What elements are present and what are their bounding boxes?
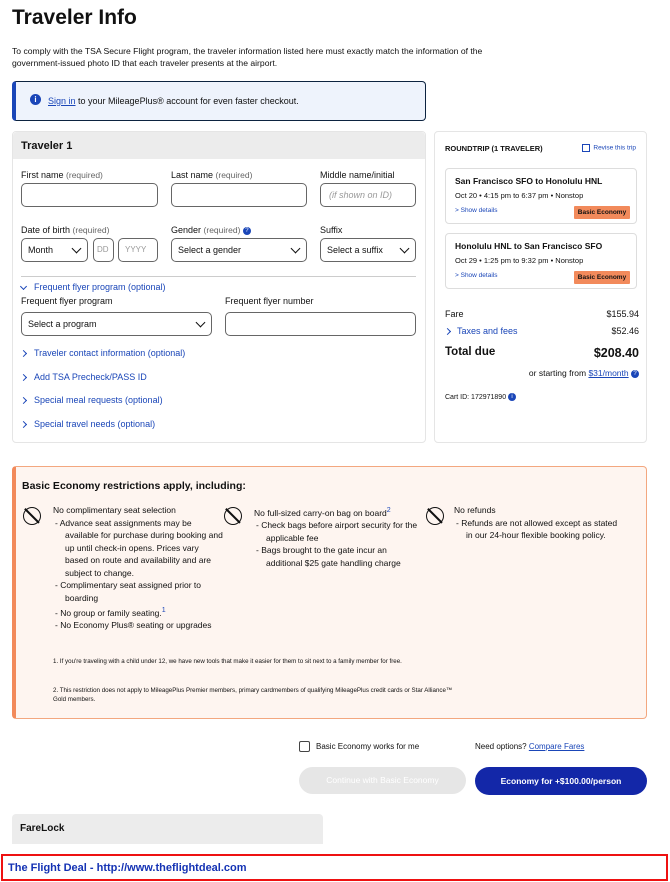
dob-year-input[interactable]: YYYY: [118, 238, 158, 262]
first-name-input[interactable]: [21, 183, 158, 207]
signin-banner: [12, 81, 426, 121]
last-name-input[interactable]: [171, 183, 307, 207]
total-row: Total due $208.40: [445, 346, 639, 360]
checkbox-label: Basic Economy works for me: [316, 742, 420, 751]
chevron-right-icon: [20, 421, 27, 428]
taxes-toggle[interactable]: Taxes and fees: [445, 326, 518, 336]
signin-text: Sign in to your MileagePlus® account for even faster checkout.: [48, 96, 299, 106]
chevron-right-icon: [20, 397, 27, 404]
ff-number-label: Frequent flyer number: [225, 296, 314, 306]
watermark-footer: The Flight Deal - http://www.theflightdeal.com: [1, 854, 668, 881]
revise-trip-link[interactable]: Revise this trip: [582, 144, 636, 152]
signin-link[interactable]: Sign in: [48, 96, 76, 106]
traveler-header: Traveler 1: [13, 132, 425, 159]
suffix-label: Suffix: [320, 225, 343, 235]
footnote-2: 2. This restriction does not apply to MileagePlus Premier members, primary cardmembers of qualifying MileagePlus credit cards or Star Alliance™ Gold members.: [53, 687, 453, 703]
basic-economy-checkbox[interactable]: [299, 741, 310, 752]
expander-tsa-precheck[interactable]: Add TSA Precheck/PASS ID: [21, 372, 147, 382]
chevron-down-icon: [400, 244, 410, 254]
help-icon: ?: [243, 227, 251, 235]
ff-program-label: Frequent flyer program: [21, 296, 113, 306]
fare-row: Fare $155.94: [445, 309, 639, 319]
monthly-link[interactable]: $31/month: [588, 368, 629, 378]
restriction-refunds: No refunds - Refunds are not allowed except as stated in our 24-hour flexible booking policy.: [454, 505, 618, 540]
chevron-down-icon: [20, 283, 27, 290]
traveler-card: [12, 131, 426, 443]
expander-travel-needs[interactable]: Special travel needs (optional): [21, 419, 155, 429]
middle-name-input[interactable]: (if shown on ID): [320, 183, 416, 207]
ff-program-select[interactable]: Select a program: [21, 312, 212, 336]
frequent-flyer-toggle[interactable]: Frequent flyer program (optional): [21, 282, 166, 292]
restrictions-title: Basic Economy restrictions apply, including:: [22, 480, 246, 492]
no-bag-icon: [224, 507, 242, 525]
continue-basic-economy-button[interactable]: Continue with Basic Economy: [299, 767, 466, 794]
show-details-link[interactable]: > Show details: [455, 272, 498, 279]
middle-name-label: Middle name/initial: [320, 170, 395, 180]
taxes-row: Taxes and fees $52.46: [445, 326, 639, 336]
dob-month-select[interactable]: Month: [21, 238, 88, 262]
expander-contact-info[interactable]: Traveler contact information (optional): [21, 348, 185, 358]
chevron-down-icon: [72, 244, 82, 254]
no-refund-icon: [426, 507, 444, 525]
basic-economy-badge: Basic Economy: [574, 206, 630, 219]
tsa-intro-text: To comply with the TSA Secure Flight program, the traveler information listed here must exactly match the information of the government-issued photo ID that each traveler presents at the airport.: [12, 46, 483, 68]
basic-economy-restrictions: [12, 466, 647, 719]
chevron-down-icon: [196, 318, 206, 328]
segment-outbound: San Francisco SFO to Honolulu HNL Oct 20 • 4:15 pm to 6:37 pm • Nonstop > Show details Basic Economy: [445, 168, 637, 224]
dob-day-input[interactable]: DD: [93, 238, 114, 262]
suffix-select[interactable]: Select a suffix: [320, 238, 416, 262]
page-title: Traveler Info: [12, 6, 137, 29]
chevron-right-icon: [20, 374, 27, 381]
chevron-right-icon: [20, 350, 27, 357]
compare-fares: Need options? Compare Fares: [475, 742, 585, 751]
last-name-label: Last name (required): [171, 170, 253, 180]
monthly-option: or starting from $31/month ?: [445, 368, 639, 378]
restriction-seat: No complimentary seat selection - Advance seat assignments may be available for purchase during booking and up until check-in opens. Prices vary based on route and availability and are subject to change. - Complimentary seat assigned prior to boarding - No group or family seating.$^1$ - No Economy Plus® seating or upgrades: [53, 505, 223, 631]
segment-return: Honolulu HNL to San Francisco SFO Oct 29 • 1:25 pm to 9:32 pm • Nonstop > Show details Basic Economy: [445, 233, 637, 289]
expander-meal-requests[interactable]: Special meal requests (optional): [21, 395, 163, 405]
restriction-carryon: No full-sized carry-on bag on board$^2$ - Check bags before airport security for the applicable fee - Bags brought to the gate incur an additional $25 gate handling charge: [254, 506, 418, 568]
upgrade-economy-button[interactable]: Economy for +$100.00/person: [475, 767, 647, 795]
roundtrip-heading: ROUNDTRIP (1 TRAVELER): [445, 144, 543, 153]
first-name-label: First name (required): [21, 170, 103, 180]
basic-economy-badge: Basic Economy: [574, 271, 630, 284]
info-icon: i: [30, 94, 41, 105]
chevron-down-icon: [291, 244, 301, 254]
edit-icon: [582, 144, 590, 152]
cart-id: Cart ID: 172971890 i: [445, 393, 639, 401]
dob-label: Date of birth (required): [21, 225, 110, 235]
compare-fares-link[interactable]: Compare Fares: [528, 742, 585, 751]
gender-label: Gender (required) ?: [171, 225, 251, 235]
help-icon: ?: [631, 370, 639, 378]
gender-select[interactable]: Select a gender: [171, 238, 307, 262]
show-details-link[interactable]: > Show details: [455, 207, 498, 214]
ff-number-input[interactable]: [225, 312, 416, 336]
farelock-header: FareLock: [12, 814, 323, 844]
divider: [21, 276, 416, 277]
footnote-1: 1. If you're traveling with a child under 12, we have new tools that make it easier for them to sit next to a family member for free.: [53, 658, 402, 665]
info-icon: i: [508, 393, 516, 401]
trip-summary: [434, 131, 647, 443]
no-seat-icon: [23, 507, 41, 525]
